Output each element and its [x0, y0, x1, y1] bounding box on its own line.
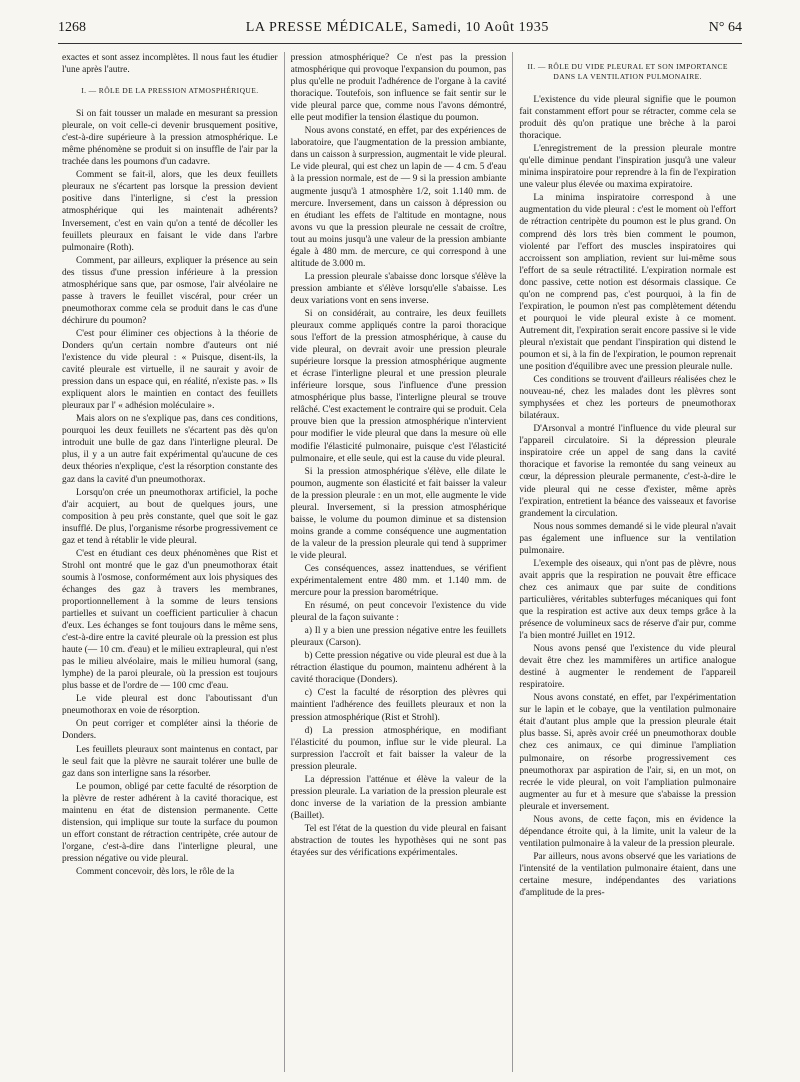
- paragraph: La dépression l'atténue et élève la valeur de la pression pleurale. La variation de la pression pleurale est donc inverse de la variation de la pression ambiante (Baillet).: [290, 774, 507, 821]
- paragraph: Tel est l'état de la question du vide pleural en faisant abstraction de toutes les hypothèses qui ne sont pas étayées sur des vérifications expérimentales.: [290, 823, 507, 859]
- column-3: [513, 52, 742, 1072]
- paragraph: Lorsqu'on crée un pneumothorax artificiel, la poche d'air acquiert, au bout de quelques jours, une composition à peu près constante, quel que soit le gaz insufflé. De plus, l'organisme résorbe progressivement ce gaz et tend à rétablir le vide pleural.: [62, 487, 278, 546]
- paragraph: Le vide pleural est donc l'aboutissant d'un pneumothorax en voie de résorption.: [62, 694, 278, 717]
- paragraph: pression atmosphérique? Ce n'est pas la pression atmosphérique qui provoque l'expansion du poumon, pas plus qu'elle ne produit l'adhérence de l'organe à la cavité thoracique. Toutefois, son influence se fait sentir sur le vide pleural parce que, comme nous l'avons démontré, elle peut modifier la tension élastique du poumon.: [290, 53, 507, 124]
- paragraph: Nous avons, de cette façon, mis en évidence la dépendance étroite qui, à la limite, unit la valeur de la ventilation pulmonaire à la valeur de la pression pleurale.: [519, 814, 736, 849]
- paragraph: On peut corriger et compléter ainsi la théorie de Donders.: [62, 719, 278, 742]
- paragraph: Nous avons constaté, en effet, par des expériences de laboratoire, que l'augmentation de la pression ambiante, dans un caisson à surpression, augmentait le vide pleural. Le vide pleural, qui est chez un lapin de — 4 cm. 5 d'eau à la pression normale, est de — 9 si la pression ambiante augmente jusqu'à 1 atmosphère 1/2, soit 1.140 mm. de mercure. Inversement, dans un caisson à dépression ou en étudiant les effets de l'altitude en montagne, nous avons vu que la pression pleurale ne cessait de croître, tout au moins jusqu'à une valeur de la pression ambiante égale à 480 mm. de mercure, ce qui correspond à une altitude de 3.000 m.: [290, 126, 507, 269]
- paragraph: Comment, par ailleurs, expliquer la présence au sein des tissus d'une pression inférieure à la pression atmosphérique sans que, par osmose, l'air alvéolaire ne passe à travers le feuillet viscéral, pour créer un pneumothorax comme cela se produit dans le cas d'une déchirure du poumon?: [62, 255, 278, 326]
- paragraph: C'est pour éliminer ces objections à la théorie de Donders qu'un certain nombre d'auteurs ont nié l'existence du vide pleural : « Puisque, disent-ils, la cavité pleurale est virtuelle, il ne saurait y avoir de pression dans un espace qui, en réalité, n'existe pas. » Ils expliquent alors le maintien en contact des feuillets pleuraux par l' « adhésion moléculaire ».: [62, 328, 278, 412]
- paragraph: C'est en étudiant ces deux phénomènes que Rist et Strohl ont montré que le gaz d'un pneumothorax était soumis à l'osmose, conformément aux lois physiques des échanges des gaz à travers les membranes, proportionnellement à la somme de leurs tensions partielles et suivant un coefficient particulier à chacun d'eux. Les échanges se font toujours dans le même sens, c'est-à-dire entre la cavité pleurale où la pression est plus haute (— 10 cm. d'eau) et le milieu extrapleural, qui n'est pas le milieu alvéolaire, mais le milieu humoral (sang, lymphe) de la paroi pleurale, où la pression est toujours plus basse et de l'ordre de — 100 cmc d'eau.: [62, 548, 278, 692]
- issue-number: N° 64: [708, 20, 742, 35]
- paragraph: Nous nous sommes demandé si le vide pleural n'avait pas également une influence sur la ventilation pulmonaire.: [519, 521, 736, 556]
- page-number: 1268: [58, 20, 86, 35]
- paragraph: Nous avons constaté, en effet, par l'expérimentation sur le lapin et le cobaye, que la ventilation pulmonaire était d'autant plus ample que la pression pleurale était plus basse. Si, après avoir créé un pneumothorax double chez ces animaux, ce qui diminue l'ampliation pulmonaire, on résorbe progressivement ces pneumothorax par aspiration de l'air, si, en un mot, on recrée le vide pleural, on voit l'ampliation pulmonaire augmenter au fur et à mesure que s'abaisse la pression pleurale et inversement.: [519, 693, 736, 812]
- article-body: [56, 52, 742, 1072]
- paragraph: Par ailleurs, nous avons observé que les variations de l'intensité de la ventilation pulmonaire étaient, dans une certaine mesure, indépendantes des variations d'amplitude de la pres-: [519, 851, 736, 899]
- header-rule: [58, 43, 742, 44]
- paragraph: Les feuillets pleuraux sont maintenus en contact, par le seul fait que la plèvre ne saurait tolérer une bulle de gaz dans son interligne sans la résorber.: [62, 744, 278, 779]
- paragraph: exactes et sont assez incomplètes. Il nous faut les étudier l'une après l'autre.: [62, 53, 278, 76]
- paragraph: Si la pression atmosphérique s'élève, elle dilate le poumon, augmente son élasticité et fait baisser la valeur de la pression pleurale : en un mot, elle augmente le vide pleural. Inversement, si la pression atmosphérique baisse, le volume du poumon diminue et sa distension moins grande a comme conséquence une augmentation de la valeur de la pression pleurale qui tend à supprimer le vide pleural.: [290, 466, 507, 561]
- journal-title: LA PRESSE MÉDICALE, Samedi, 10 Août 1935: [245, 20, 549, 35]
- paragraph: L'enregistrement de la pression pleurale montre qu'elle diminue pendant l'inspiration jusqu'à une valeur minima inspiratoire pour reprendre à la fin de l'expiration une valeur plus élevée ou maxima expiratoire.: [519, 144, 736, 191]
- paragraph: Comment concevoir, dès lors, le rôle de la: [76, 867, 235, 877]
- paragraph: L'existence du vide pleural signifie que le poumon fait constamment effort pour se rétracter, comme cela se produit dès qu'on pratique une brèche à la paroi thoracique.: [519, 95, 736, 142]
- paragraph: b) Cette pression négative ou vide pleural est due à la rétraction élastique du poumon, maintenu adhérent à la cavité thoracique (Donders).: [290, 651, 507, 686]
- paragraph: Nous avons pensé que l'existence du vide pleural devait être chez les mammifères un artifice analogue destiné à augmenter le rendement de l'appareil respiratoire.: [519, 644, 736, 691]
- paragraph: En résumé, on peut concevoir l'existence du vide pleural de la façon suivante :: [290, 601, 507, 624]
- page-header: [58, 20, 742, 44]
- paragraph: Ces conditions se trouvent d'ailleurs réalisées chez le nouveau-né, chez les malades dont les plèvres sont symphysées et chez les porteurs de pneumothorax bilatéraux.: [519, 375, 736, 422]
- paragraph: Comment se fait-il, alors, que les deux feuillets pleuraux ne s'écartent pas lorsque la pression devient positive dans l'interligne, si c'est la pression atmosphérique qui les maintenait adhérents? Inversement, c'est en vain qu'on a tenté de décoller les feuillets pleuraux en faisant le vide dans l'arbre pulmonaire (Roth).: [62, 170, 278, 253]
- paragraph: La pression pleurale s'abaisse donc lorsque s'élève la pression ambiante et s'élève lorsqu'elle s'abaisse. Les deux variations vont en sens inverse.: [290, 271, 507, 306]
- paragraph: a) Il y a bien une pression négative entre les feuillets pleuraux (Carson).: [290, 626, 507, 649]
- paragraph: Le poumon, obligé par cette faculté de résorption de la plèvre de rester adhérent à la cavité thoracique, est maintenu en état de distension permanente. Cette distension, qui implique sur toute la surface du poumon un effort constant de rétraction centripète, crée autour de l'organe, c'est-à-dire dans l'interligne pleural, une pression négative ou vide pleural.: [62, 781, 278, 864]
- column-2: [285, 52, 514, 1072]
- section-heading: I. — RÔLE DE LA PRESSION ATMOSPHÉRIQUE.: [81, 86, 259, 96]
- paragraph: Mais alors on ne s'explique pas, dans ces conditions, pourquoi les deux feuillets ne s'écartent pas dès qu'on introduit une bulle de gaz dans l'interligne pleural. De plus, il y a un autre fait expérimental qu'aucune de ces deux théories n'explique, c'est la résorption constante des gaz dans la cavité d'un pneumothorax.: [62, 414, 278, 485]
- paragraph: Ces conséquences, assez inattendues, se vérifient expérimentalement entre 480 mm. et 1.140 mm. de mercure pour la pression barométrique.: [290, 563, 507, 599]
- paragraph: c) C'est la faculté de résorption des plèvres qui maintient l'adhérence des feuillets pleuraux et non la pression atmosphérique (Rist et Strohl).: [290, 688, 507, 723]
- section-heading: II. — RÔLE DU VIDE PLEURAL ET SON IMPORTANCE DANS LA VENTILATION PULMONAIRE.: [527, 62, 728, 81]
- paragraph: Si on considérait, au contraire, les deux feuillets pleuraux comme appliqués contre la paroi thoracique sous l'effort de la pression atmosphérique, à cause du vide pleural, on devrait avoir une pression pleurale supérieure lorsque la pression atmosphérique augmente et écrase l'interligne pleural et une pression pleurale inférieure lorsque, sous l'influence d'une pression atmosphérique plus basse, l'interligne pleural se trouve relâché. C'est exactement le contraire qui se produit. Cela prouve bien que la pression atmosphérique n'intervient pour modifier le vide pleural que dans la mesure où elle modifie l'élasticité pulmonaire, puisque c'est l'élasticité pulmonaire, et elle seule, qui est la cause du vide pleural.: [290, 308, 507, 464]
- paragraph: d) La pression atmosphérique, en modifiant l'élasticité du poumon, influe sur le vide pleural. La surpression l'accroît et fait baisser la valeur de la pression pleurale.: [290, 725, 507, 772]
- paragraph: La minima inspiratoire correspond à une augmentation du vide pleural : c'est le moment où l'effort de rétraction centripète du poumon est le plus grand. On comprend dès lors très bien comment le poumon, violenté par l'effort des muscles inspiratoires qui accroissent son ampliation, revient sur lui-même sous l'effort de sa seule rétractilité. L'expiration normale est donc passive, cette notion est désormais classique. Ce qu'on ne comprend pas, c'est pourquoi, à la fin de l'expiration, le poumon n'est pas complètement détendu et pourquoi le vide pleural existe à ce moment. Autrement dit, l'expiration serait encore passive si le vide pleural n'existait que pendant l'inspiration qui distend le poumon et si, à la fin de l'expiration, le poumon reprenait une position d'équilibre avec une pression pleurale nulle.: [519, 193, 736, 373]
- column-1: [56, 52, 285, 1072]
- paragraph: L'exemple des oiseaux, qui n'ont pas de plèvre, nous avait appris que la respiration ne pouvait être efficace chez ces animaux que par suite de conditions particulières, véritables subterfuges mécaniques qui font que la respiration est active aux deux temps grâce à la présence de volumineux sacs de réserve d'air pur, comme l'a bien montré Juillet en 1912.: [519, 558, 736, 642]
- paragraph: Si on fait tousser un malade en mesurant sa pression pleurale, on voit celle-ci devenir brusquement positive, c'est-à-dire supérieure à la pression atmosphérique. Le même phénomène se produit si on insuffle de l'air par la trachée dans les poumons d'un cadavre.: [62, 109, 278, 168]
- paragraph: D'Arsonval a montré l'influence du vide pleural sur l'appareil circulatoire. Si la dépression pleurale inspiratoire crée un appel de sang dans la cavité thoracique et favorise la remontée du sang veineux au cœur, la dépression pleurale permanente, c'est-à-dire le vide pleural qui ne cesse d'exister, même après l'expiration, entretient la béance des vaisseaux et favorise grandement la circulation.: [519, 424, 736, 519]
